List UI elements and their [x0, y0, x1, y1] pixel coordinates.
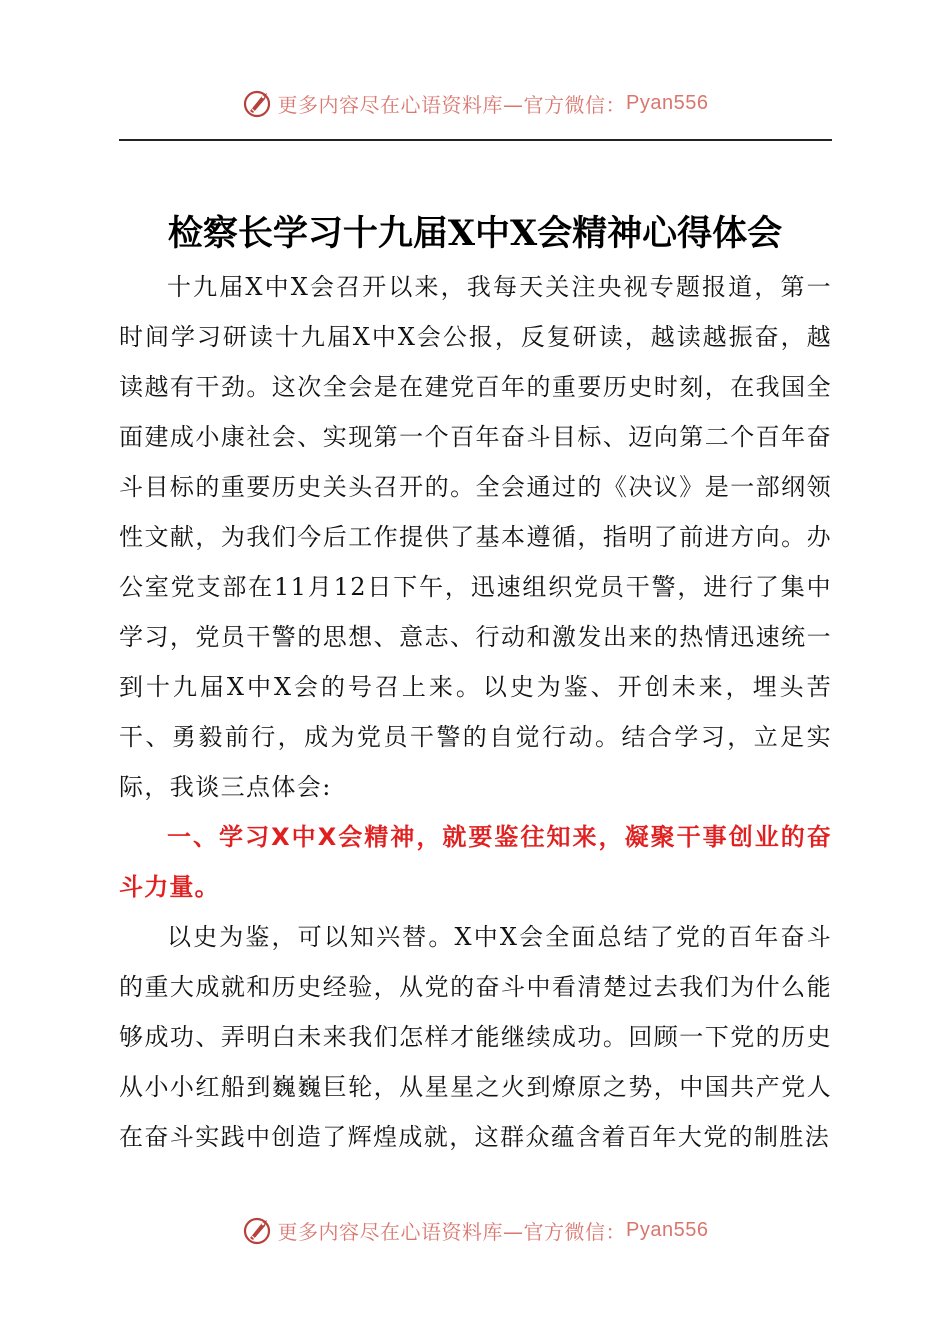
- watermark-text: 更多内容尽在心语资料库—官方微信：: [277, 1219, 627, 1244]
- section-heading: 一、学习X中X会精神，就要鉴往知来，凝聚干事创业的奋斗力量。: [119, 823, 832, 901]
- body-paragraph: 十九届X中X会召开以来，我每天关注央视专题报道，第一时间学习研读十九届X中X会公报，反复研读，越读越振奋，越读越有干劲。这次全会是在建党百年的重要历史时刻，在我国全面建成小康社会、实现第一个百年奋斗目标、迈向第二个百年奋斗目标的重要历史关头召开的。全会通过的《决议》是一部纲领性文献，为我们今后工作提供了基本遵循，指明了前进方向。办公室党支部在11月12日下午，迅速组织党员干警，进行了集中学习，党员干警的思想、意志、行动和激发出来的热情迅速统一到十九届X中X会的号召上来。以史为鉴、开创未来，埋头苦干、勇毅前行，成为党员干警的自觉行动。结合学习，立足实际，我谈三点体会:: [119, 273, 832, 801]
- pen-nib-circle-icon: [242, 87, 274, 119]
- header-divider: [119, 139, 832, 141]
- document-title: 检察长学习十九届X中X会精神心得体会: [167, 213, 783, 255]
- body-paragraph: 以史为鉴，可以知兴替。X中X会全面总结了党的百年奋斗的重大成就和历史经验，从党的奋斗中看清楚过去我们为什么能够成功、弄明白未来我们怎样才能继续成功。回顾一下党的历史从小小红船到巍巍巨轮，从星星之火到燎原之势，中国共产党人在奋斗实践中创造了辉煌成就，这群众蕴含着百年大党的制胜法: [119, 923, 832, 1151]
- document-body: [119, 262, 832, 1162]
- footer-watermark: [0, 1210, 950, 1250]
- watermark-text: 更多内容尽在心语资料库—官方微信：: [277, 92, 627, 117]
- header-watermark: [0, 83, 950, 123]
- watermark-handle: Pyan556: [626, 1218, 709, 1241]
- watermark-handle: Pyan556: [626, 91, 709, 114]
- pen-nib-circle-icon: [242, 1214, 274, 1246]
